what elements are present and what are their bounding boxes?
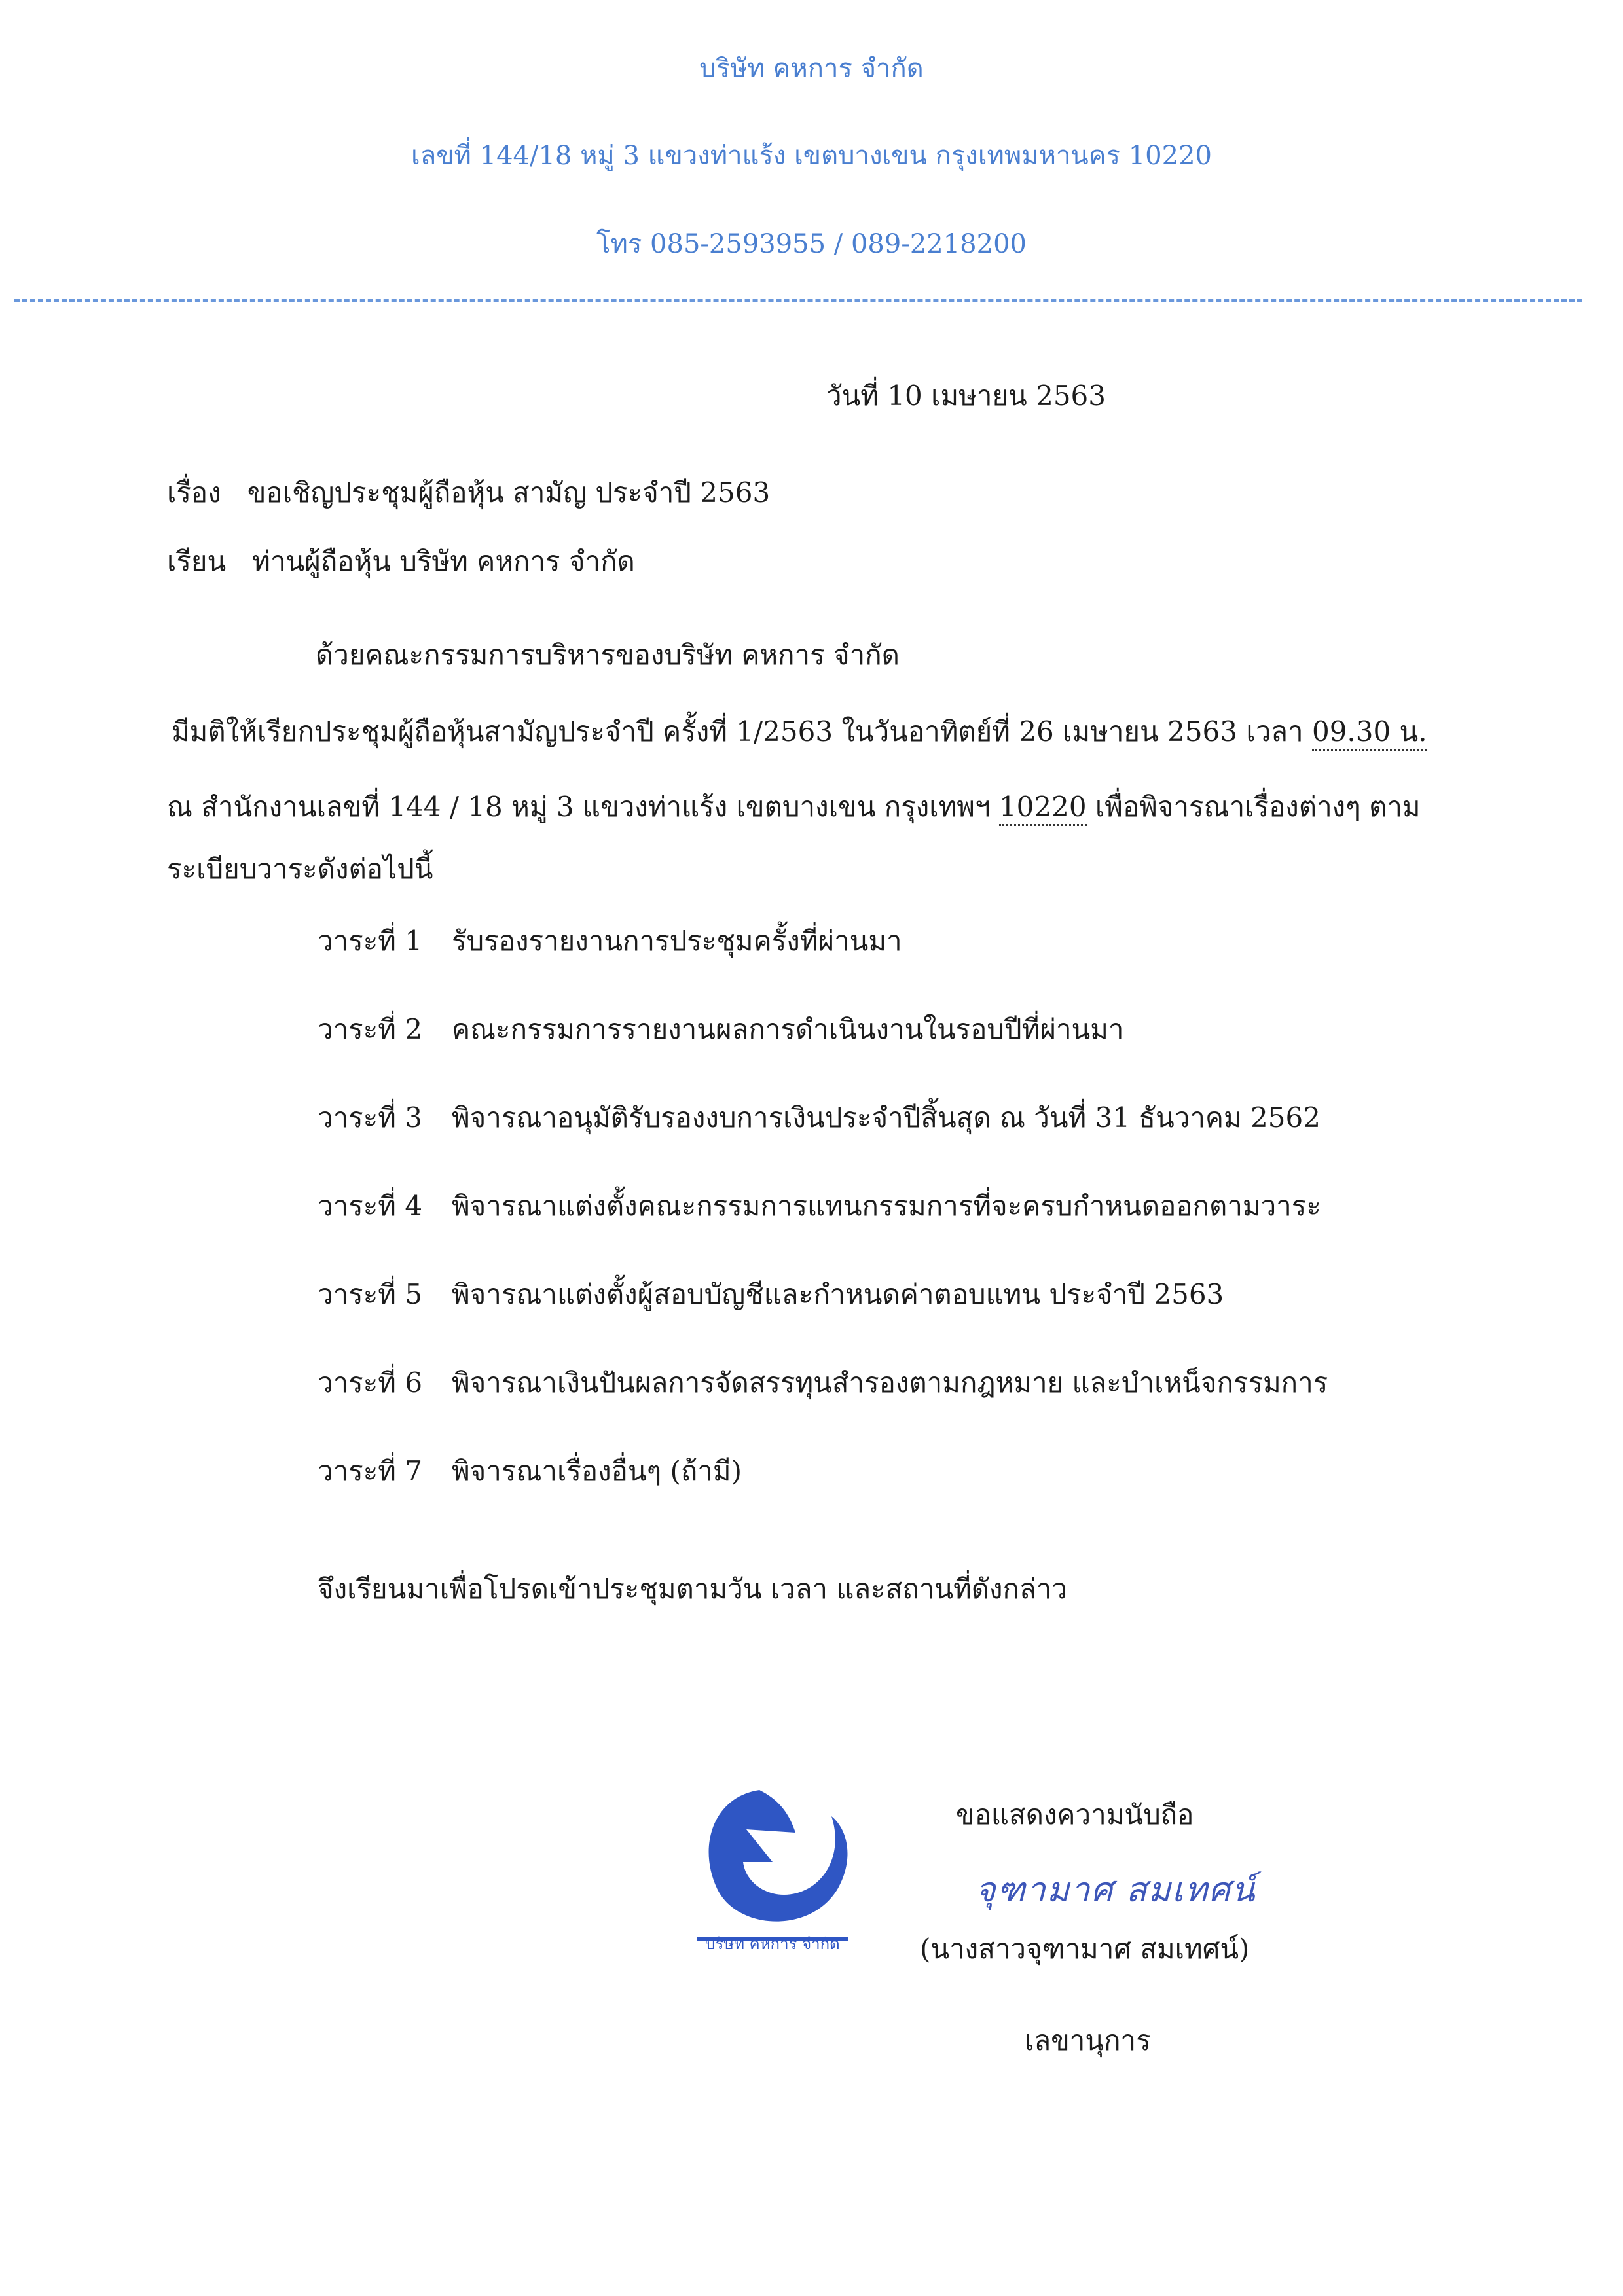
stamp-text: บริษัท คหการ จำกัด (705, 1935, 840, 1953)
agenda-text: คณะกรรมการรายงานผลการดำเนินงานในรอบปีที่ผ่านมา (452, 1013, 1124, 1045)
agenda-number: วาระที่ 5 (318, 1278, 423, 1310)
agenda-text: พิจารณาเงินปันผลการจัดสรรทุนสำรองตามกฎหมาย และบำเหน็จกรรมการ (452, 1367, 1328, 1399)
recipient-label: เรียน (167, 545, 227, 577)
agenda-item (318, 1273, 1224, 1316)
agenda-number: วาระที่ 4 (318, 1190, 423, 1222)
stamp-logo-icon (681, 1784, 864, 1947)
letter-date: วันที่ 10 เมษายน 2563 (826, 380, 1106, 412)
agenda-number: วาระที่ 1 (318, 925, 423, 957)
handwritten-signature: จุฑามาศ สมเทศน์ (976, 1871, 1256, 1910)
body-line-1: ด้วยคณะกรรมการบริหารของบริษัท คหการ จำกัด (316, 639, 900, 671)
agenda-text: พิจารณาอนุมัติรับรองงบการเงินประจำปีสิ้นสุด ณ วันที่ 31 ธันวาคม 2562 (452, 1102, 1321, 1134)
subject-line (167, 471, 770, 514)
body-line-2 (172, 710, 1427, 753)
agenda-item (318, 1450, 742, 1493)
meeting-details: มีมติให้เรียกประชุมผู้ถือหุ้นสามัญประจำปี ครั้งที่ 1/2563 ในวันอาทิตย์ที่ 26 เมษายน 2563 เวลา (172, 715, 1312, 747)
agenda-text: พิจารณาแต่งตั้งผู้สอบบัญชีและกำหนดค่าตอบแทน ประจำปี 2563 (452, 1278, 1224, 1310)
subject-text: ขอเชิญประชุมผู้ถือหุ้น สามัญ ประจำปี 2563 (247, 476, 771, 509)
agenda-text: รับรองรายงานการประชุมครั้งที่ผ่านมา (452, 925, 902, 957)
company-name: บริษัท คหการ จำกัด (699, 54, 924, 84)
agenda-number: วาระที่ 7 (318, 1455, 423, 1487)
header-divider (14, 299, 1582, 302)
agenda-number: วาระที่ 3 (318, 1102, 423, 1134)
agenda-item (318, 1185, 1321, 1228)
agenda-text: พิจารณาแต่งตั้งคณะกรรมการแทนกรรมการที่จะครบกำหนดออกตามวาระ (452, 1190, 1321, 1222)
signatory-title: เลขานุการ (1025, 2024, 1151, 2056)
agenda-item (318, 1361, 1328, 1405)
signatory-name: (นางสาวจุฑามาศ สมเทศน์) (920, 1933, 1250, 1965)
recipient-line (167, 540, 635, 583)
agenda-item (318, 1096, 1321, 1139)
agenda-item (318, 920, 902, 963)
company-phone: โทร 085-2593955 / 089-2218200 (596, 229, 1027, 259)
subject-label: เรื่อง (167, 476, 221, 509)
closing-line: จึงเรียนมาเพื่อโปรดเข้าประชุมตามวัน เวลา และสถานที่ดังกล่าว (318, 1573, 1067, 1605)
agenda-number: วาระที่ 2 (318, 1013, 423, 1045)
regards-text: ขอแสดงความนับถือ (956, 1799, 1194, 1831)
recipient-text: ท่านผู้ถือหุ้น บริษัท คหการ จำกัด (252, 545, 635, 577)
agenda-text: พิจารณาเรื่องอื่นๆ (ถ้ามี) (452, 1455, 742, 1487)
meeting-time: 09.30 น. (1312, 715, 1427, 751)
body-line-4: ระเบียบวาระดังต่อไปนี้ (167, 853, 433, 885)
agenda-item (318, 1008, 1124, 1051)
purpose-text: เพื่อพิจารณาเรื่องต่างๆ ตาม (1086, 791, 1421, 823)
company-stamp (681, 1784, 864, 1973)
body-line-3 (167, 785, 1421, 829)
agenda-number: วาระที่ 6 (318, 1367, 423, 1399)
location-zip: 10220 (999, 791, 1087, 826)
company-address: เลขที่ 144/18 หมู่ 3 แขวงท่าแร้ง เขตบางเขน กรุงเทพมหานคร 10220 (411, 141, 1212, 171)
meeting-location: ณ สำนักงานเลขที่ 144 / 18 หมู่ 3 แขวงท่าแร้ง เขตบางเขน กรุงเทพฯ (167, 791, 999, 823)
